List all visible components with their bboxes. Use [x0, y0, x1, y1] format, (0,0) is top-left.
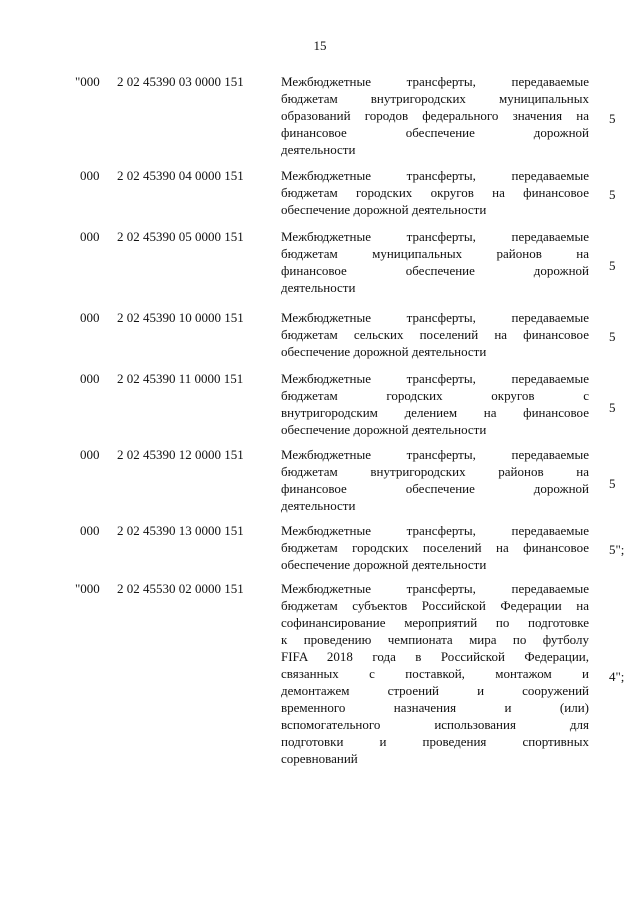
description-line: обеспечение дорожной деятельности	[281, 422, 487, 437]
description-line: деятельности	[281, 498, 356, 513]
description-line: Межбюджетные трансферты, передаваемые	[281, 229, 589, 244]
row-value: 5	[609, 187, 616, 202]
row-value: 5	[609, 258, 616, 273]
description-line: Межбюджетные трансферты, передаваемые	[281, 371, 589, 386]
description-line: внутригородским делением на финансовое	[281, 405, 589, 420]
description-line: подготовки и проведения спортивных	[281, 734, 589, 749]
row-description	[281, 309, 589, 360]
description-line: финансовое обеспечение дорожной	[281, 481, 589, 496]
description-line: временного назначения и (или)	[281, 700, 589, 715]
page-number: 15	[313, 38, 327, 53]
admin-code: 000	[80, 310, 100, 325]
description-line: к проведению чемпионата мира по футболу	[281, 632, 589, 647]
description-line: Межбюджетные трансферты, передаваемые	[281, 447, 589, 462]
admin-code: "000	[75, 74, 100, 89]
budget-classification-code: 2 02 45390 12 0000 151	[117, 447, 244, 462]
row-value: 5	[609, 476, 616, 491]
description-line: деятельности	[281, 142, 356, 157]
description-line: Межбюджетные трансферты, передаваемые	[281, 310, 589, 325]
description-line: бюджетам субъектов Российской Федерации на	[281, 598, 589, 613]
budget-classification-code: 2 02 45390 05 0000 151	[117, 229, 244, 244]
description-line: софинансирование мероприятий по подготовке	[281, 615, 589, 630]
description-line: бюджетам сельских поселений на финансовое	[281, 327, 589, 342]
description-line: Межбюджетные трансферты, передаваемые	[281, 523, 589, 538]
budget-classification-code: 2 02 45530 02 0000 151	[117, 581, 244, 596]
description-line: связанных с поставкой, монтажом и	[281, 666, 589, 681]
admin-code: 000	[80, 523, 100, 538]
row-description	[281, 522, 589, 573]
row-value: 5";	[609, 542, 625, 557]
row-value: 4";	[609, 669, 625, 684]
description-line: бюджетам муниципальных районов на	[281, 246, 589, 261]
row-description	[281, 73, 589, 158]
budget-classification-code: 2 02 45390 11 0000 151	[117, 371, 244, 386]
budget-classification-code: 2 02 45390 04 0000 151	[117, 168, 244, 183]
description-line: соревнований	[281, 751, 358, 766]
description-line: обеспечение дорожной деятельности	[281, 202, 487, 217]
description-line: обеспечение дорожной деятельности	[281, 557, 487, 572]
budget-classification-code: 2 02 45390 10 0000 151	[117, 310, 244, 325]
description-line: финансовое обеспечение дорожной	[281, 263, 589, 278]
description-line: бюджетам городских поселений на финансовое	[281, 540, 589, 555]
row-description	[281, 580, 589, 767]
admin-code: "000	[75, 581, 100, 596]
description-line: бюджетам городских округов с	[281, 388, 589, 403]
description-line: бюджетам внутригородских районов на	[281, 464, 589, 479]
admin-code: 000	[80, 447, 100, 462]
description-line: Межбюджетные трансферты, передаваемые	[281, 168, 589, 183]
description-line: бюджетам городских округов на финансовое	[281, 185, 589, 200]
row-value: 5	[609, 111, 616, 126]
admin-code: 000	[80, 229, 100, 244]
row-description	[281, 370, 589, 438]
description-line: вспомогательного использования для	[281, 717, 589, 732]
description-line: деятельности	[281, 280, 356, 295]
row-description	[281, 446, 589, 514]
description-line: образований городов федерального значения на	[281, 108, 589, 123]
description-line: бюджетам внутригородских муниципальных	[281, 91, 589, 106]
row-description	[281, 167, 589, 218]
description-line: финансовое обеспечение дорожной	[281, 125, 589, 140]
row-description	[281, 228, 589, 296]
row-value: 5	[609, 329, 616, 344]
description-line: демонтажем строений и сооружений	[281, 683, 589, 698]
budget-classification-code: 2 02 45390 13 0000 151	[117, 523, 244, 538]
budget-classification-code: 2 02 45390 03 0000 151	[117, 74, 244, 89]
description-line: FIFA 2018 года в Российской Федерации,	[281, 649, 589, 664]
description-line: Межбюджетные трансферты, передаваемые	[281, 74, 589, 89]
admin-code: 000	[80, 371, 100, 386]
admin-code: 000	[80, 168, 100, 183]
description-line: Межбюджетные трансферты, передаваемые	[281, 581, 589, 596]
row-value: 5	[609, 400, 616, 415]
description-line: обеспечение дорожной деятельности	[281, 344, 487, 359]
